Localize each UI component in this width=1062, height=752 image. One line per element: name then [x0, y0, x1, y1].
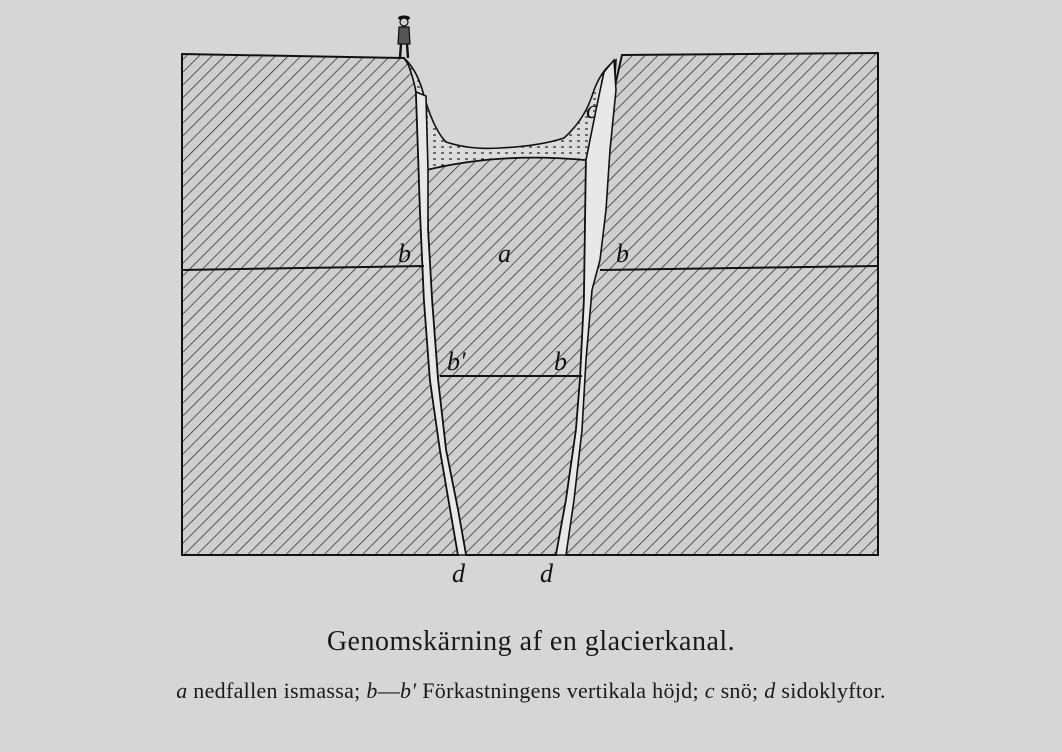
snow-layer-c: [406, 60, 616, 170]
figure-caption-title: Genomskärning af en glacierkanal.: [326, 626, 736, 657]
legend-symbol-b: b: [366, 678, 378, 703]
label-d-left: d: [452, 559, 465, 588]
label-d-right: d: [540, 559, 553, 588]
legend-text-c: snö;: [714, 678, 765, 703]
legend-dash: —: [377, 678, 401, 703]
legend-text-a: nedfallen ismassa;: [187, 678, 367, 703]
legend-symbol-b-prime: b′: [400, 678, 417, 703]
label-a: a: [498, 239, 511, 268]
label-b-prime-right: b: [554, 347, 567, 376]
figure-caption-legend: [0, 678, 1062, 704]
label-b-right: b: [616, 239, 629, 268]
legend-symbol-c: c: [704, 678, 715, 703]
legend-text-d: sidoklyftor.: [775, 678, 886, 703]
person-figure-icon: [398, 16, 410, 59]
label-b-prime-left: b′: [447, 347, 466, 376]
label-b-left: b: [398, 239, 411, 268]
legend-symbol-d: d: [764, 678, 776, 703]
legend-text-b: Förkastningens vertikala höjd;: [416, 678, 705, 703]
label-c: c: [586, 95, 598, 124]
legend-symbol-a: a: [176, 678, 188, 703]
